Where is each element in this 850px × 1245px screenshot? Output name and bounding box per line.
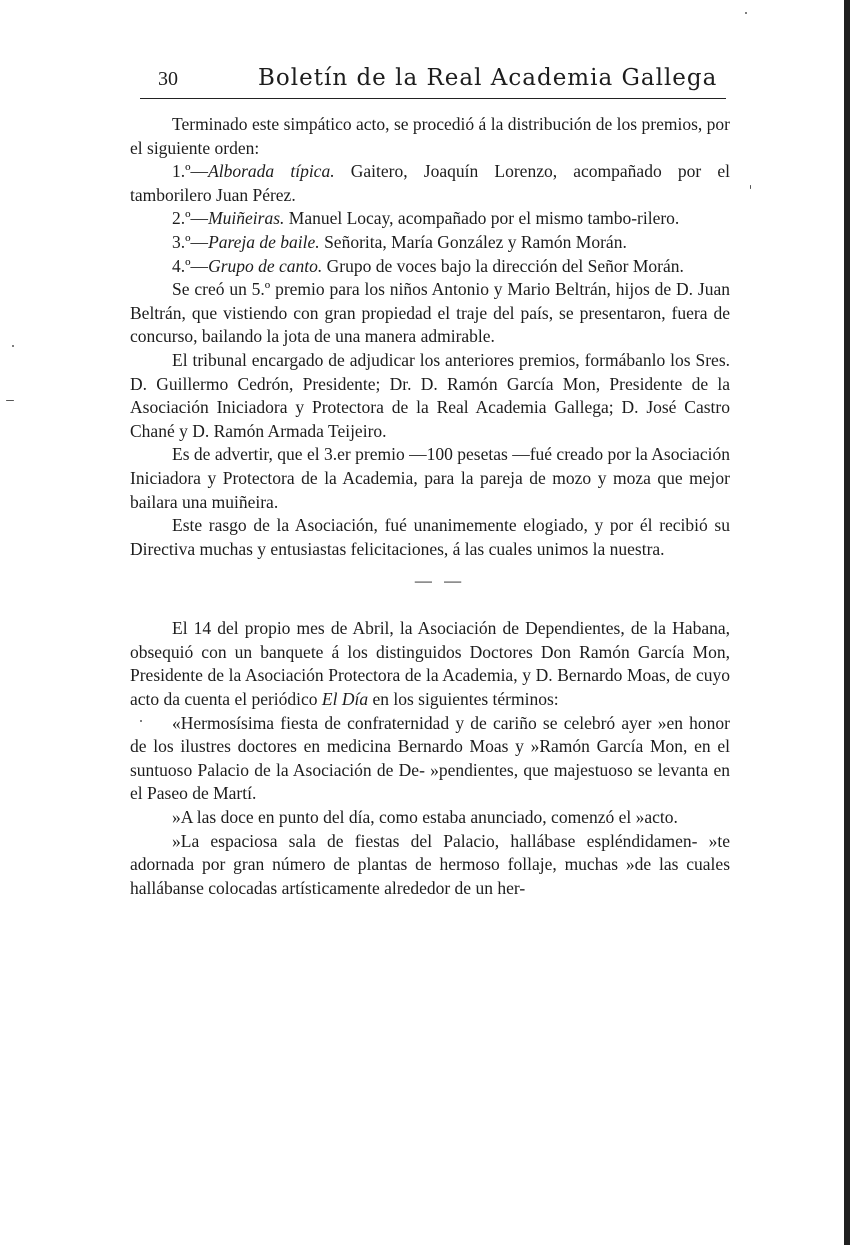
quote-paragraph-3: »La espaciosa sala de fiestas del Palacio, hallábase espléndidamen- »te adornada por gran número de plantas de hermoso follaje, muchas »de las cuales hallábanse colocadas artísticamente alrededor de un her- bbox=[130, 830, 730, 898]
scan-speck bbox=[745, 12, 747, 14]
scan-speck bbox=[6, 400, 14, 401]
paragraph-third-prize: Es de advertir, que el 3.er premio —100 pesetas —fué creado por la Asociación Iniciadora y Protectora de la Academia, para la pareja de mozo y moza que mejor bailara una muiñeira. bbox=[130, 444, 730, 512]
paragraph-fifth-prize: Se creó un 5.º premio para los niños Antonio y Mario Beltrán, hijos de D. Juan Beltrán, que vistiendo con gran propiedad el traje del país, se presentaron, fuera de concurso, bailando la jota de una manera admirable. bbox=[130, 279, 730, 347]
page-number: 30 bbox=[158, 68, 178, 90]
scan-speck bbox=[750, 185, 751, 189]
section-separator: — — bbox=[414, 571, 466, 591]
prize-item-2: 2.º—Muiñeiras. Manuel Locay, acompañado por el mismo tambo-rilero. bbox=[172, 208, 680, 229]
quote-paragraph-2: »A las doce en punto del día, como estaba anunciado, comenzó el »acto. bbox=[172, 807, 678, 828]
prize-item-3: 3.º—Pareja de baile. Señorita, María González y Ramón Morán. bbox=[172, 231, 627, 252]
paragraph-tribunal: El tribunal encargado de adjudicar los anteriores premios, formábanlo los Sres. D. Guillermo Cedrón, Presidente; Dr. D. Ramón García Mon, Presidente de la Asociación Iniciadora y Protectora de la Real Academia Gallega; D. José Castro Chané y D. Ramón Armada Teijeiro. bbox=[130, 349, 730, 441]
running-title: Boletín de la Real Academia Gallega bbox=[258, 65, 718, 91]
newspaper-name: El Día bbox=[321, 689, 369, 710]
prize-item-1: 1.º—Alborada típica. Gaitero, Joaquín Lorenzo, acompañado por el tamborilero Juan Pérez. bbox=[130, 161, 731, 205]
prize-item-4: 4.º—Grupo de canto. Grupo de voces bajo la dirección del Señor Morán. bbox=[172, 255, 684, 276]
paragraph-intro: Terminado este simpático acto, se procedió á la distribución de los premios, por el siguiente orden: bbox=[130, 114, 730, 158]
paragraph-banquet: El 14 del propio mes de Abril, la Asociación de Dependientes, de la Habana, obsequió con un banquete á los distinguidos Doctores Don Ramón García Mon, Presidente de la Asociación Protectora de la Academia, y D. Bernardo Moas, de cuyo acto da cuenta el periódico El Día en los siguientes términos: bbox=[130, 618, 730, 710]
page-header bbox=[140, 64, 726, 99]
scan-speck bbox=[140, 720, 142, 722]
paragraph-praise: Este rasgo de la Asociación, fué unanimemente elogiado, y por él recibió su Directiva muchas y entusiastas felicitaciones, á las cuales unimos la nuestra. bbox=[130, 515, 730, 559]
quote-paragraph-1: «Hermosísima fiesta de confraternidad y de cariño se celebró ayer »en honor de los ilustres doctores en medicina Bernardo Moas y »Ramón García Mon, en el suntuoso Palacio de la Asociación de De- »pendientes, que majestuoso se levanta en el Paseo de Martí. bbox=[130, 712, 730, 804]
scan-speck bbox=[12, 345, 14, 347]
body-text bbox=[130, 113, 730, 900]
